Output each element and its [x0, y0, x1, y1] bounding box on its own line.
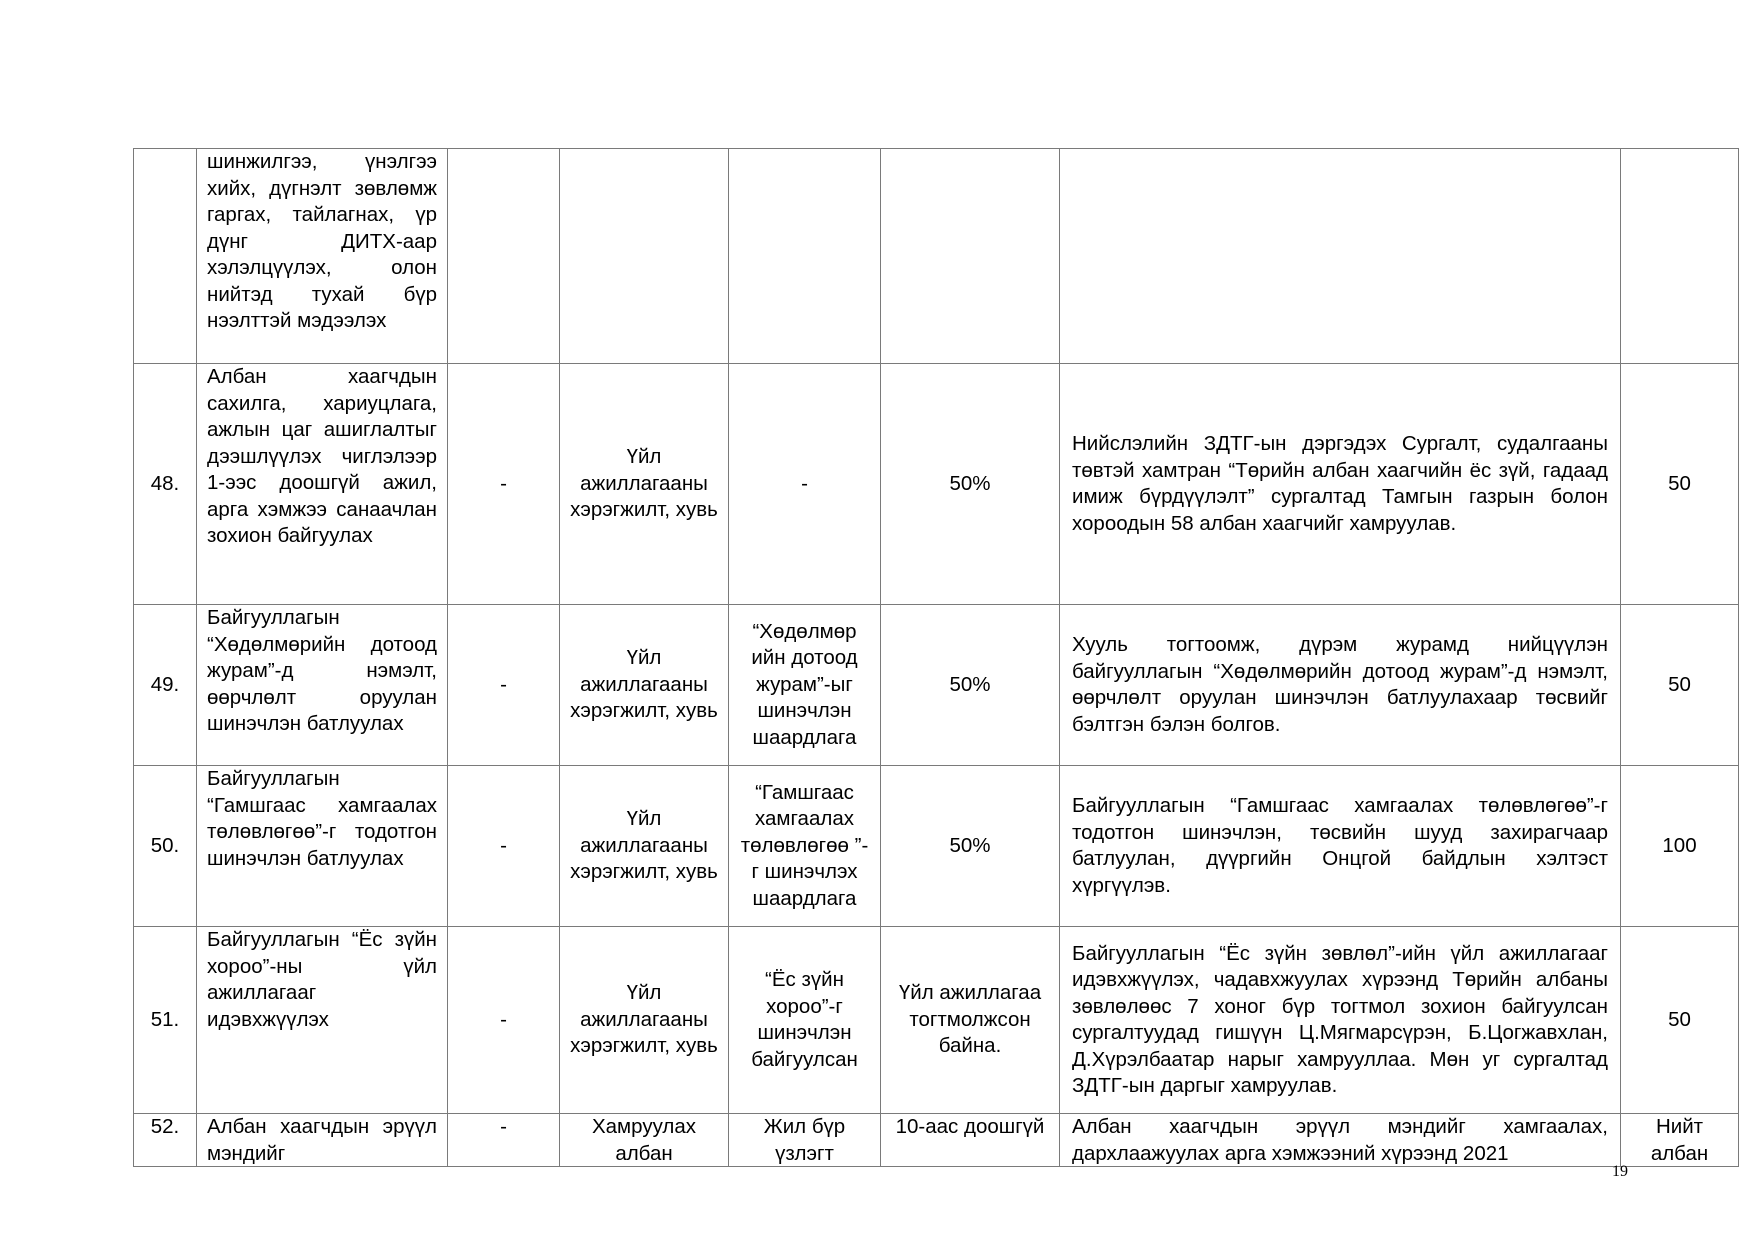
- target-cell-text: 50%: [949, 672, 991, 696]
- criteria-cell-text: Жил бүр үзлэгт: [763, 1115, 846, 1165]
- indicator-cell: [560, 364, 729, 605]
- target-cell: [881, 605, 1060, 766]
- activity-cell: [197, 149, 448, 364]
- target-cell: [881, 1114, 1060, 1167]
- target-cell: [881, 766, 1060, 927]
- progress-report-cell: [1060, 766, 1621, 927]
- activity-cell: [197, 1114, 448, 1167]
- table-row: [134, 927, 1739, 1114]
- table-row: [134, 149, 1739, 364]
- row-number-text: 49.: [150, 672, 180, 696]
- table-row: [134, 1114, 1739, 1167]
- criteria-cell: [729, 1114, 881, 1167]
- row-number-text: 50.: [150, 833, 180, 857]
- activity-cell: [197, 766, 448, 927]
- activity-cell: [197, 605, 448, 766]
- target-cell: [881, 149, 1060, 364]
- score-cell: [1621, 605, 1739, 766]
- page-number: 19: [1612, 1163, 1628, 1180]
- indicator-cell-text: Хамруулах албан: [591, 1115, 696, 1165]
- indicator-cell: [560, 1114, 729, 1167]
- baseline-cell: [448, 605, 560, 766]
- target-cell-text: Үйл ажиллагаа тогтмолжсон байна.: [898, 981, 1042, 1058]
- activity-cell-text: Байгууллагын “Хөдөлмөрийн дотоод журам”-д нэмэлт, өөрчлөлт оруулан шинэчлэн батлуулах: [207, 606, 437, 735]
- baseline-cell-text: -: [500, 833, 507, 857]
- activity-cell-text: Албан хаагчдын сахилга, хариуцлага, ажлын цаг ашиглалтыг дээшлүүлэх чиглэлээр 1-ээс доошгүй ажил, арга хэмжээ санаачлан зохион байгуулах: [207, 365, 437, 547]
- row-number: [134, 605, 197, 766]
- row-number: [134, 766, 197, 927]
- criteria-cell: [729, 927, 881, 1114]
- progress-report-cell-text: Байгууллагын “Ёс зүйн зөвлөл”-ийн үйл ажиллагааг идэвхжүүлэх, чадавхжуулах хүрээнд Төрийн албаны зөвлөлөөс 7 хоног бүр тогтмол зохион байгуулсан сургалтуудад гишүүн Ц.Мягмарсүрэн, Б.Цогжавхлан, Д.Хүрэлбаатар нарыг хамрууллаа. Мөн уг сургалтад ЗДТГ-ын даргыг хамруулав.: [1072, 941, 1608, 1097]
- progress-report-cell: [1060, 1114, 1621, 1167]
- row-number: [134, 364, 197, 605]
- baseline-cell: [448, 927, 560, 1114]
- criteria-cell: [729, 364, 881, 605]
- progress-report-cell: [1060, 605, 1621, 766]
- indicator-cell-text: Үйл ажиллагааны хэрэгжилт, хувь: [570, 646, 718, 723]
- score-cell: [1621, 149, 1739, 364]
- criteria-cell: [729, 605, 881, 766]
- row-number-text: 48.: [150, 471, 180, 495]
- criteria-cell-text: -: [801, 471, 808, 495]
- criteria-cell: [729, 149, 881, 364]
- progress-report-cell: [1060, 364, 1621, 605]
- baseline-cell-text: -: [500, 672, 507, 696]
- baseline-cell: [448, 766, 560, 927]
- row-number: [134, 149, 197, 364]
- score-cell-text: 50: [1668, 672, 1691, 696]
- score-cell-text: 50: [1668, 471, 1691, 495]
- table-row: [134, 605, 1739, 766]
- baseline-cell-text: -: [500, 471, 507, 495]
- score-cell: [1621, 766, 1739, 927]
- indicator-cell: [560, 766, 729, 927]
- criteria-cell-text: “Ёс зүйн хороо”-г шинэчлэн байгуулсан: [751, 968, 858, 1071]
- baseline-cell: [448, 1114, 560, 1167]
- baseline-cell: [448, 149, 560, 364]
- row-number-text: 52.: [150, 1115, 180, 1138]
- progress-report-cell-text: Нийслэлийн ЗДТГ-ын дэргэдэх Сургалт, судалгааны төвтэй хамтран “Төрийн албан хаагчийн ёс зүй, гадаад имиж бүрдүүлэлт” сургалтад Тамгын газрын болон хороодын 58 албан хаагчийг хамруулав.: [1072, 432, 1608, 535]
- target-cell-text: 50%: [949, 833, 991, 857]
- indicator-cell-text: Үйл ажиллагааны хэрэгжилт, хувь: [570, 981, 718, 1058]
- activity-cell-text: Байгууллагын “Ёс зүйн хороо”-ны үйл ажиллагааг идэвхжүүлэх: [207, 928, 437, 1031]
- indicator-cell: [560, 149, 729, 364]
- progress-report-cell-text: Хууль тогтоомж, дүрэм журамд нийцүүлэн байгууллагын “Хөдөлмөрийн дотоод журам”-д нэмэлт, өөрчлөлт оруулан шинэчлэн батлуулахаар төсвийг бэлтгэн бэлэн болгов.: [1072, 633, 1608, 736]
- score-cell: [1621, 927, 1739, 1114]
- activity-cell: [197, 927, 448, 1114]
- indicator-cell-text: Үйл ажиллагааны хэрэгжилт, хувь: [570, 445, 718, 522]
- score-cell: [1621, 364, 1739, 605]
- baseline-cell-text: -: [500, 1007, 507, 1031]
- row-number: [134, 927, 197, 1114]
- indicator-cell: [560, 927, 729, 1114]
- progress-report-cell-text: Байгууллагын “Гамшгаас хамгаалах төлөвлөгөө”-г тодотгон шинэчлэн, төсвийн шууд захирагчаар батлуулан, дүүргийн Онцгой байдлын хэлтэст хүргүүлэв.: [1072, 794, 1608, 897]
- criteria-cell-text: “Гамшгаас хамгаалах төлөвлөгөө ”-г шинэчлэх шаардлага: [740, 780, 869, 910]
- target-cell-text: 50%: [949, 471, 991, 495]
- table-row: [134, 766, 1739, 927]
- baseline-cell-text: -: [500, 1115, 507, 1138]
- indicator-cell-text: Үйл ажиллагааны хэрэгжилт, хувь: [570, 807, 718, 884]
- progress-report-cell: [1060, 927, 1621, 1114]
- row-number-text: 51.: [150, 1007, 180, 1031]
- indicator-cell: [560, 605, 729, 766]
- activity-cell: [197, 364, 448, 605]
- progress-report-cell: [1060, 149, 1621, 364]
- target-cell-text: 10-аас доошгүй: [895, 1115, 1045, 1138]
- score-cell: [1621, 1114, 1739, 1167]
- activity-cell-text: Албан хаагчдын эрүүл мэндийг: [207, 1115, 437, 1165]
- target-cell: [881, 927, 1060, 1114]
- criteria-cell-text: “Хөдөлмөр ийн дотоод журам”-ыг шинэчлэн шаардлага: [751, 619, 858, 749]
- score-cell-text: 50: [1668, 1007, 1691, 1031]
- activity-cell-text: шинжилгээ, үнэлгээ хийх, дүгнэлт зөвлөмж гаргах, тайлагнах, үр дүнг ДИТХ-аар хэлэлцүүлэх, олон нийтэд тухай бүр нээлттэй мэдээлэх: [207, 150, 437, 332]
- target-cell: [881, 364, 1060, 605]
- score-cell-text: 100: [1662, 833, 1697, 857]
- activity-cell-text: Байгууллагын “Гамшгаас хамгаалах төлөвлөгөө”-г тодотгон шинэчлэн батлуулах: [207, 767, 437, 870]
- baseline-cell: [448, 364, 560, 605]
- row-number: [134, 1114, 197, 1167]
- score-cell-text: Нийт албан: [1650, 1115, 1709, 1165]
- criteria-cell: [729, 766, 881, 927]
- table-row: [134, 364, 1739, 605]
- activity-report-table: [133, 148, 1739, 1167]
- progress-report-cell-text: Албан хаагчдын эрүүл мэндийг хамгаалах, дархлаажуулах арга хэмжээний хүрээнд 2021: [1072, 1115, 1608, 1165]
